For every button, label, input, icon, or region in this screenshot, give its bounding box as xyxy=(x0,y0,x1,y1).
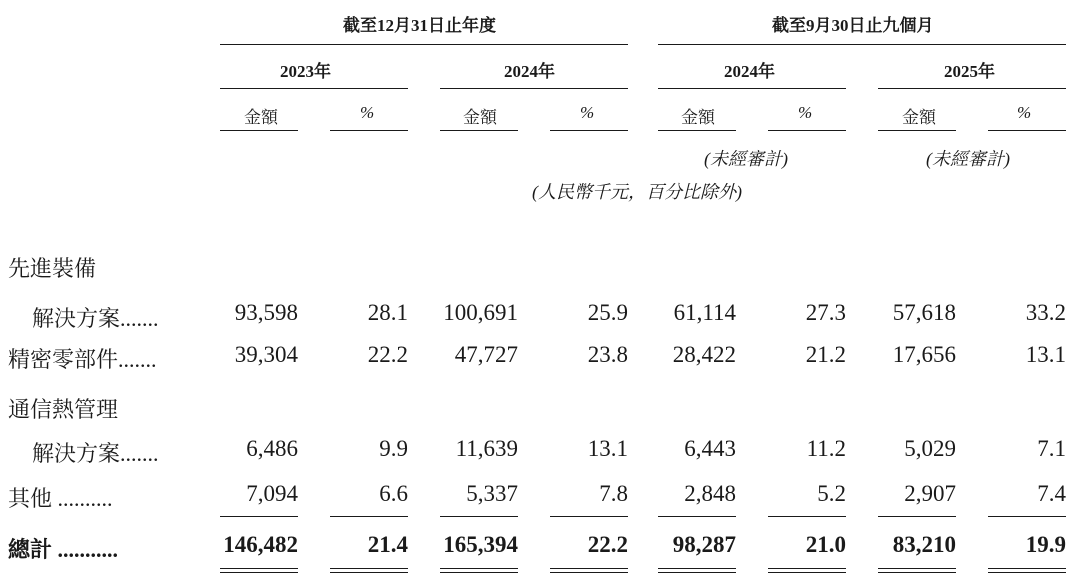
cell: 6,486 xyxy=(246,436,298,461)
subtotal-rule xyxy=(658,516,736,517)
cell: 33.2 xyxy=(1025,300,1066,325)
cell: 100,691 xyxy=(443,300,518,325)
year-2025-9m: 2025年 xyxy=(944,62,995,81)
col-rule xyxy=(550,130,628,131)
col-rule xyxy=(658,130,736,131)
cell: 47,727 xyxy=(454,342,518,367)
unit-note: (人民幣千元，百分比除外) xyxy=(532,182,742,202)
year-rule-2025-9m xyxy=(878,88,1066,89)
cell: 61,114 xyxy=(673,300,736,325)
cell: 23.8 xyxy=(587,342,628,367)
subtotal-rule xyxy=(550,516,628,517)
header-period-9m: 截至9月30日止九個月 xyxy=(772,16,934,35)
total-cell: 98,287 xyxy=(672,532,736,557)
cell: 7.1 xyxy=(1037,436,1066,461)
cell: 9.9 xyxy=(379,436,408,461)
col-amount-1: 金額 xyxy=(244,108,278,127)
total-double-rule xyxy=(220,568,298,573)
total-double-rule xyxy=(988,568,1066,573)
col-amount-2: 金額 xyxy=(463,108,497,127)
cell: 28.1 xyxy=(367,300,408,325)
subtotal-rule xyxy=(440,516,518,517)
cell: 25.9 xyxy=(587,300,628,325)
total-double-rule xyxy=(768,568,846,573)
year-rule-2024-9m xyxy=(658,88,846,89)
cell: 93,598 xyxy=(234,300,298,325)
cell: 21.2 xyxy=(805,342,846,367)
cell: 17,656 xyxy=(892,342,956,367)
total-double-rule xyxy=(550,568,628,573)
col-pct-2: % xyxy=(580,103,595,122)
total-cell: 21.4 xyxy=(367,532,408,557)
subtotal-rule xyxy=(988,516,1066,517)
year-rule-2023 xyxy=(220,88,408,89)
cell: 7.8 xyxy=(599,481,628,506)
total-cell: 146,482 xyxy=(223,532,298,557)
cell: 39,304 xyxy=(234,342,298,367)
row-label-solutions-2: 解決方案....... xyxy=(32,441,159,466)
col-rule xyxy=(330,130,408,131)
col-rule xyxy=(878,130,956,131)
cell: 28,422 xyxy=(672,342,736,367)
col-rule xyxy=(768,130,846,131)
cell: 5.2 xyxy=(817,481,846,506)
row-label-total: 總計 ........... xyxy=(8,537,119,562)
cell: 22.2 xyxy=(367,342,408,367)
total-cell: 21.0 xyxy=(805,532,846,557)
cell: 5,337 xyxy=(466,481,518,506)
cell: 6.6 xyxy=(379,481,408,506)
cell: 7,094 xyxy=(246,481,298,506)
total-double-rule xyxy=(878,568,956,573)
row-label-solutions-1: 解決方案....... xyxy=(32,306,159,331)
unaudited-note-2025: (未經審計) xyxy=(926,149,1010,169)
cell: 11.2 xyxy=(806,436,846,461)
cell: 11,639 xyxy=(455,436,518,461)
cell: 7.4 xyxy=(1037,481,1066,506)
col-pct-3: % xyxy=(798,103,813,122)
row-label-others: 其他 .......... xyxy=(8,486,113,511)
subtotal-rule xyxy=(330,516,408,517)
year-2024-fy: 2024年 xyxy=(504,62,555,81)
header-rule-fy xyxy=(220,44,628,45)
cell: 2,907 xyxy=(904,481,956,506)
cell: 27.3 xyxy=(805,300,846,325)
total-double-rule xyxy=(658,568,736,573)
subtotal-rule xyxy=(768,516,846,517)
cell: 13.1 xyxy=(587,436,628,461)
cell: 6,443 xyxy=(684,436,736,461)
row-label-precision-parts: 精密零部件....... xyxy=(8,347,157,372)
total-cell: 83,210 xyxy=(892,532,956,557)
subtotal-rule xyxy=(220,516,298,517)
col-amount-4: 金額 xyxy=(902,108,936,127)
year-rule-2024-fy xyxy=(440,88,628,89)
cell: 2,848 xyxy=(684,481,736,506)
year-2023: 2023年 xyxy=(280,62,331,81)
col-pct-1: % xyxy=(360,103,375,122)
header-period-fy: 截至12月31日止年度 xyxy=(343,16,496,35)
total-double-rule xyxy=(440,568,518,573)
row-label-thermal-management: 通信熱管理 xyxy=(8,397,119,422)
row-label-advanced-equipment: 先進裝備 xyxy=(8,256,97,281)
cell: 5,029 xyxy=(904,436,956,461)
total-cell: 165,394 xyxy=(443,532,518,557)
cell: 57,618 xyxy=(892,300,956,325)
col-rule xyxy=(988,130,1066,131)
year-2024-9m: 2024年 xyxy=(724,62,775,81)
total-double-rule xyxy=(330,568,408,573)
col-amount-3: 金額 xyxy=(681,108,715,127)
col-rule xyxy=(440,130,518,131)
cell: 13.1 xyxy=(1025,342,1066,367)
total-cell: 19.9 xyxy=(1025,532,1066,557)
col-rule xyxy=(220,130,298,131)
subtotal-rule xyxy=(878,516,956,517)
header-rule-9m xyxy=(658,44,1066,45)
unaudited-note-2024: (未經審計) xyxy=(704,149,788,169)
col-pct-4: % xyxy=(1017,103,1032,122)
total-cell: 22.2 xyxy=(587,532,628,557)
